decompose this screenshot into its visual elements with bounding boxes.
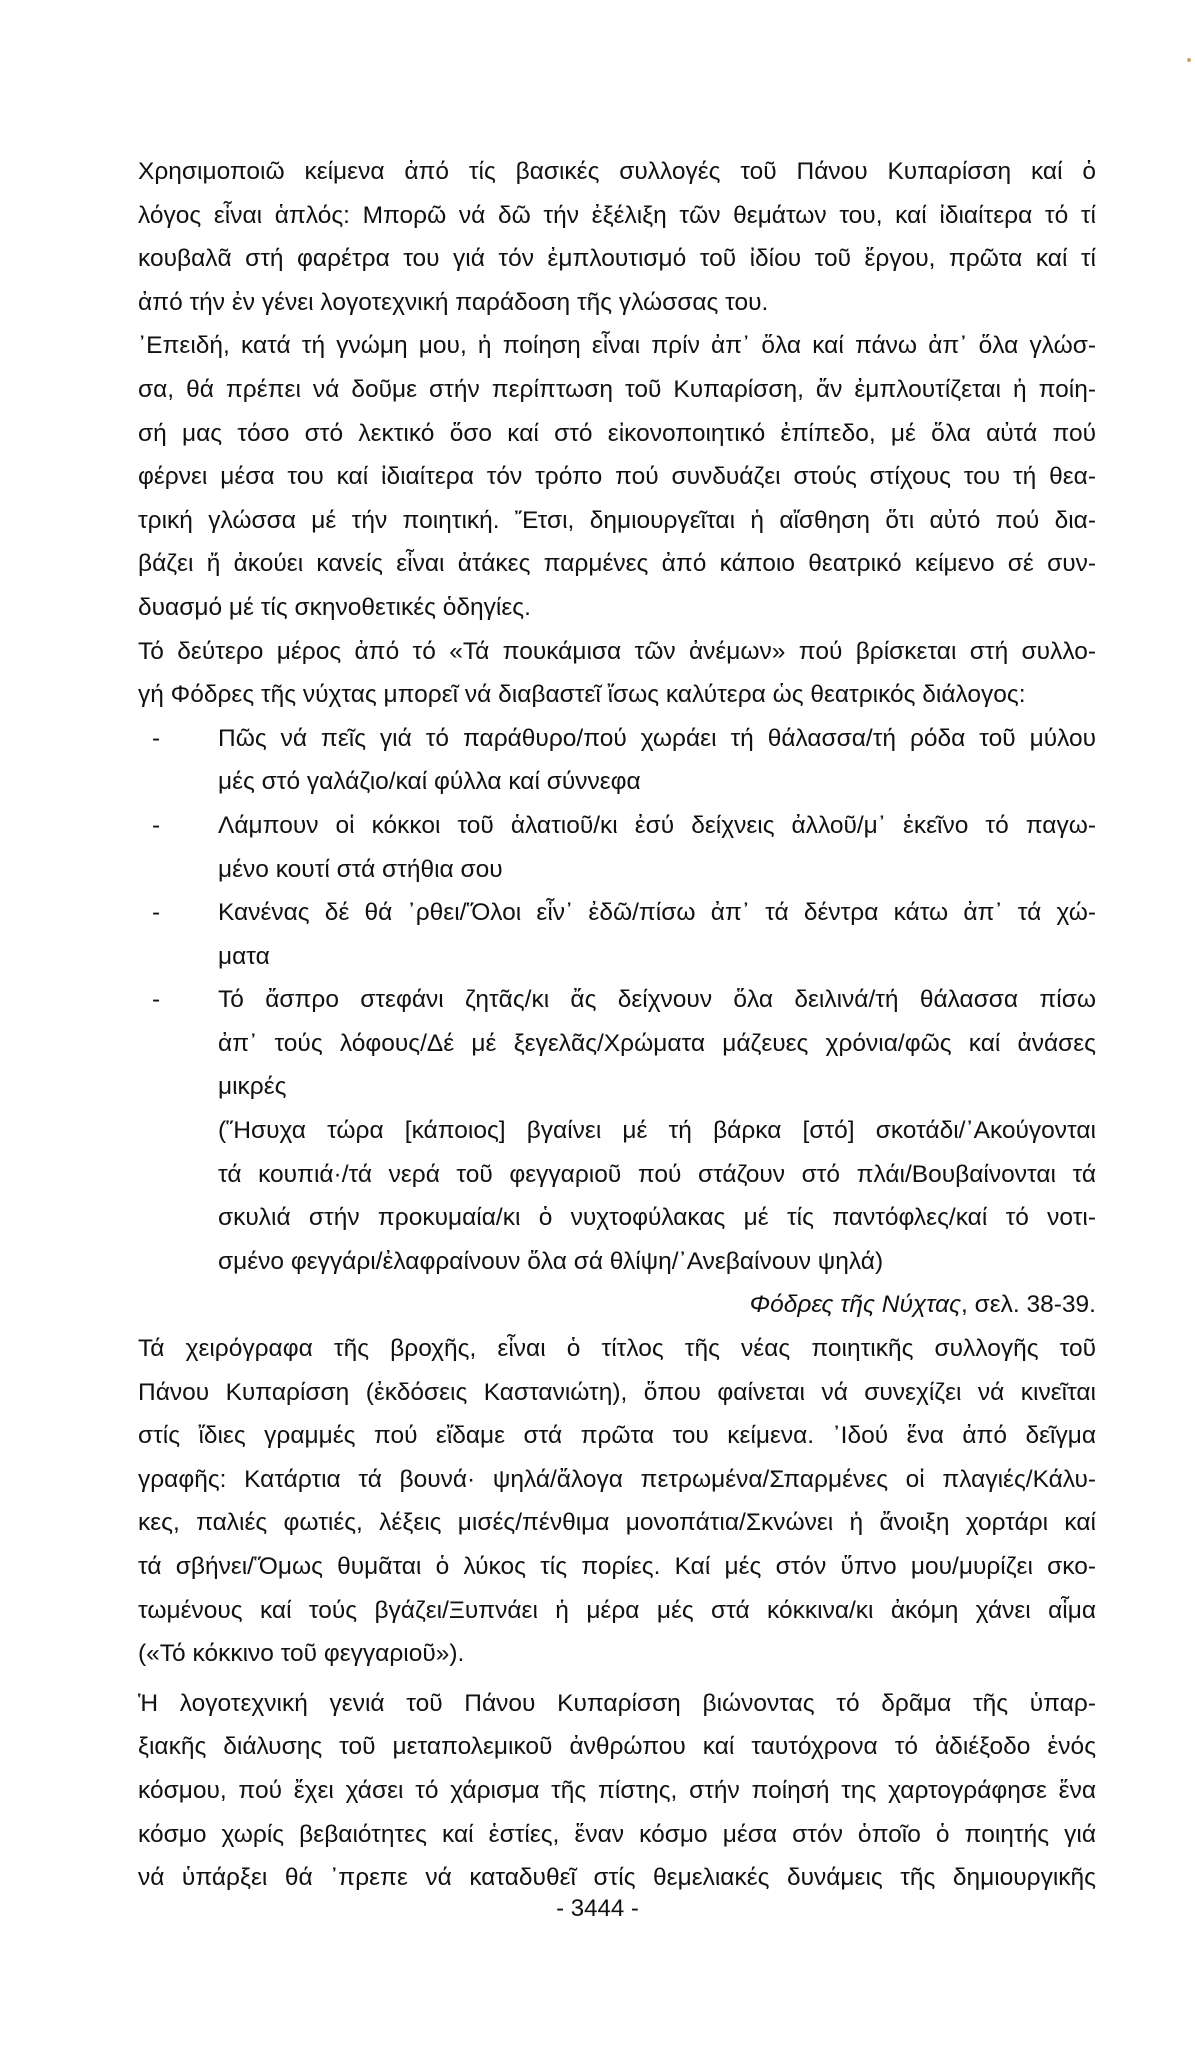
dialogue-item: [138, 717, 1096, 804]
text-line: Πάνου Κυπαρίσση (ἐκδόσεις Καστανιώτη), ὅπου φαίνεται νά συνεχίζει νά κινεῖται: [138, 1378, 1096, 1406]
paragraph-4: [138, 1327, 1096, 1676]
text-line: («Τό κόκκινο τοῦ φεγγαριοῦ»).: [138, 1640, 465, 1668]
text-line: (Ἥσυχα τώρα [κάποιος] βγαίνει μέ τή βάρκα [στό] σκοτάδι/᾿Ακούγονται: [218, 1117, 1096, 1145]
citation-title: Φόδρες τῆς Νύχτας: [749, 1291, 961, 1319]
text-line: Ἡ λογοτεχνική γενιά τοῦ Πάνου Κυπαρίσση βιώνοντας τό δρᾶμα τῆς ὑπαρ-: [138, 1689, 1096, 1717]
text-line: ἀπό τήν ἐν γένει λογοτεχνική παράδοση τῆς γλώσσας του.: [138, 288, 769, 316]
dialogue-item: [138, 804, 1096, 891]
citation-pages: , σελ. 38-39.: [961, 1291, 1096, 1319]
text-line: κόσμο χωρίς βεβαιότητες καί ἑστίες, ἕναν κόσμο μέσα στόν ὁποῖο ὁ ποιητής γιά: [138, 1820, 1096, 1848]
text-line: βάζει ἤ ἀκούει κανείς εἶναι ἀτάκες παρμένες ἀπό κάποιο θεατρικό κείμενο σέ συν-: [138, 550, 1096, 578]
paragraph-3: [138, 630, 1096, 717]
text-line: φέρνει μέσα του καί ἰδιαίτερα τόν τρόπο πού συνδυάζει στούς στίχους του τή θεα-: [138, 463, 1096, 491]
text-line: σή μας τόσο στό λεκτικό ὅσο καί στό εἰκονοποιητικό ἐπίπεδο, μέ ὅλα αὐτά πού: [138, 419, 1096, 447]
text-line: σμένο φεγγάρι/ἐλαφραίνουν ὅλα σά θλίψη/᾿Ανεβαίνουν ψηλά): [218, 1247, 884, 1275]
text-line: ξιακῆς διάλυσης τοῦ μεταπολεμικοῦ ἀνθρώπου καί ταυτόχρονα τό ἀδιέξοδο ἑνός: [138, 1733, 1096, 1761]
text-line: Τό ἄσπρο στεφάνι ζητᾶς/κι ἄς δείχνουν ὅλα δειλινά/τή θάλασσα πίσω: [218, 986, 1096, 1014]
text-line: κουβαλᾶ στή φαρέτρα του γιά τόν ἐμπλουτισμό τοῦ ἰδίου τοῦ ἔργου, πρῶτα καί τί: [138, 245, 1096, 273]
stage-direction: [138, 1109, 1096, 1283]
dash-marker: -: [152, 899, 161, 927]
text-line: Τό δεύτερο μέρος ἀπό τό «Τά πουκάμισα τῶν ἀνέμων» πού βρίσκεται στή συλλο-: [138, 637, 1096, 665]
text-line: Τά χειρόγραφα τῆς βροχῆς, εἶναι ὁ τίτλος τῆς νέας ποιητικῆς συλλογῆς τοῦ: [138, 1335, 1096, 1363]
dash-marker: -: [152, 986, 161, 1014]
dialogue-list: [138, 717, 1096, 1327]
page-number: - 3444 -: [556, 1895, 639, 1922]
text-line: λόγος εἶναι ἁπλός: Μπορῶ νά δῶ τήν ἐξέλιξη τῶν θεμάτων του, καί ἰδιαίτερα τό τί: [138, 201, 1096, 229]
text-line: γραφῆς: Κατάρτια τά βουνά· ψηλά/ἄλογα πετρωμένα/Σπαρμένες οἱ πλαγιές/Κάλυ-: [138, 1465, 1096, 1493]
text-line: τωμένους καί τούς βγάζει/Ξυπνάει ἡ μέρα μές στά κόκκινα/κι ἀκόμη χάνει αἷμα: [138, 1596, 1096, 1624]
text-line: γή Φόδρες τῆς νύχτας μπορεῖ νά διαβαστεῖ ἴσως καλύτερα ὡς θεατρικός διάλογος:: [138, 681, 1026, 709]
text-line: τά σβήνει/Ὅμως θυμᾶται ὁ λύκος τίς πορίες. Καί μές στόν ὕπνο μου/μυρίζει σκο-: [138, 1553, 1096, 1580]
dialogue-item: [138, 891, 1096, 978]
text-line: τρική γλώσσα μέ τήν ποιητική. Ἔτσι, δημιουργεῖται ἡ αἴσθηση ὅτι αὐτό πού δια-: [138, 506, 1096, 534]
text-line: νά ὑπάρξει θά ᾿πρεπε νά καταδυθεῖ στίς θεμελιακές δυνάμεις τῆς δημιουργικῆς: [138, 1864, 1096, 1892]
text-line: Πῶς νά πεῖς γιά τό παράθυρο/πού χωράει τή θάλασσα/τή ρόδα τοῦ μύλου: [218, 724, 1096, 752]
paragraph-5: [138, 1682, 1096, 1900]
text-line: μές στό γαλάζιο/καί φύλλα καί σύννεφα: [218, 768, 641, 796]
text-line: σα, θά πρέπει νά δοῦμε στήν περίπτωση τοῦ Κυπαρίσση, ἄν ἐμπλουτίζεται ἡ ποίη-: [138, 375, 1096, 403]
text-line: ματα: [218, 942, 270, 970]
text-line: τά κουπιά·/τά νερά τοῦ φεγγαριοῦ πού στάζουν στό πλάι/Βουβαίνονται τά: [218, 1160, 1096, 1188]
text-line: μένο κουτί στά στήθια σου: [218, 855, 503, 883]
dash-marker: -: [152, 724, 161, 752]
paragraph-2: [138, 324, 1096, 629]
text-line: κόσμου, πού ἔχει χάσει τό χάρισμα τῆς πίστης, στήν ποίησή της χαρτογράφησε ἕνα: [138, 1776, 1096, 1804]
scan-edge-mark: [1187, 58, 1191, 62]
text-line: ᾿Επειδή, κατά τή γνώμη μου, ἡ ποίηση εἶναι πρίν ἀπ᾿ ὅλα καί πάνω ἀπ᾿ ὅλα γλώσ-: [138, 332, 1096, 360]
dialogue-item: [138, 978, 1096, 1109]
text-line: Λάμπουν οἱ κόκκοι τοῦ ἁλατιοῦ/κι ἐσύ δείχνεις ἀλλοῦ/μ᾿ ἐκεῖνο τό παγω-: [218, 811, 1096, 839]
dash-marker: -: [152, 811, 161, 839]
citation: [138, 1283, 1096, 1327]
paragraph-1: [138, 150, 1096, 324]
text-line: Κανένας δέ θά ᾿ρθει/Ὅλοι εἶν᾿ ἐδῶ/πίσω ἀπ᾿ τά δέντρα κάτω ἀπ᾿ τά χώ-: [218, 899, 1096, 927]
text-line: Χρησιμοποιῶ κείμενα ἀπό τίς βασικές συλλογές τοῦ Πάνου Κυπαρίσση καί ὁ: [138, 158, 1096, 185]
text-line: δυασμό μέ τίς σκηνοθετικές ὁδηγίες.: [138, 593, 531, 621]
text-line: ἀπ᾿ τούς λόφους/Δέ μέ ξεγελᾶς/Χρώματα μάζευες χρόνια/φῶς καί ἀνάσες: [218, 1029, 1096, 1057]
text-line: σκυλιά στήν προκυμαία/κι ὁ νυχτοφύλακας μέ τίς παντόφλες/καί τό νοτι-: [218, 1204, 1096, 1232]
text-line: κες, παλιές φωτιές, λέξεις μισές/πένθιμα μονοπάτια/Σκνώνει ἡ ἄνοιξη χορτάρι καί: [138, 1509, 1096, 1537]
text-line: στίς ἴδιες γραμμές πού εἴδαμε στά πρῶτα του κείμενα. ᾿Ιδού ἕνα ἀπό δεῖγμα: [138, 1422, 1096, 1450]
body-text: [138, 150, 1096, 1900]
text-line: μικρές: [218, 1073, 287, 1101]
